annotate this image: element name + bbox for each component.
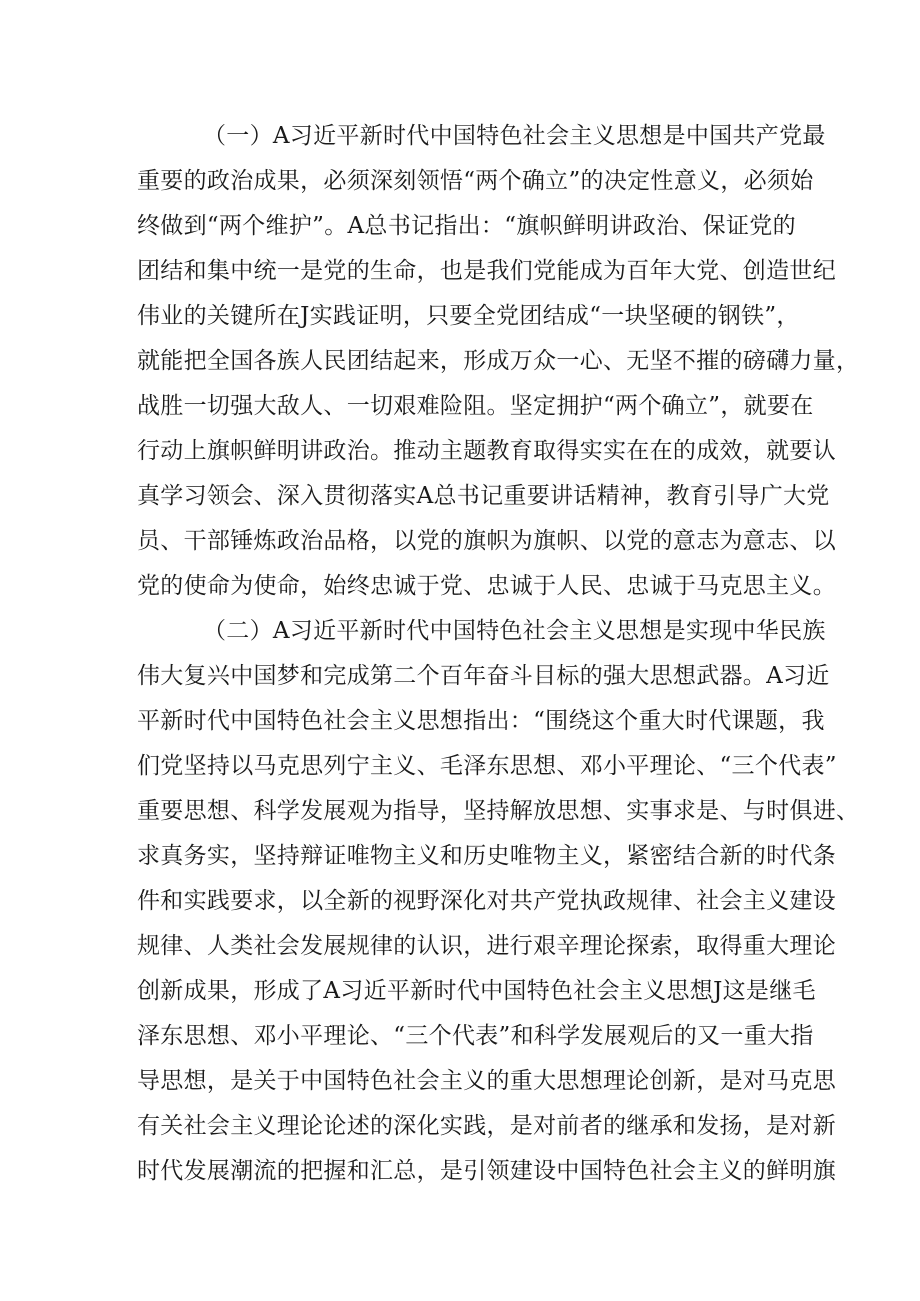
paragraph-2 [137, 609, 860, 1194]
text-line: 行动上旗帜鲜明讲政治。推动主题教育取得实实在在的成效，就要认 [137, 438, 836, 464]
text-line: 就能把全国各族人民团结起来，形成万众一心、无坚不摧的磅礴力量， [137, 348, 860, 374]
text-line: 泽东思想、邓小平理论、“三个代表”和科学发展观后的又一重大指 [137, 1023, 814, 1049]
document-body [137, 114, 860, 1194]
text-line: 员、干部锤炼政治品格，以党的旗帜为旗帜、以党的意志为意志、以 [137, 528, 836, 554]
text-line: 战胜一切强大敌人、一切艰难险阻。坚定拥护“两个确立”，就要在 [137, 393, 814, 419]
text-line: 团结和集中统一是党的生命，也是我们党能成为百年大党、创造世纪 [137, 258, 836, 284]
text-line: 们党坚持以马克思列宁主义、毛泽东思想、邓小平理论、“三个代表” [137, 753, 837, 779]
text-line: 真学习领会、深入贯彻落实A总书记重要讲话精神，教育引导广大党 [137, 483, 830, 509]
text-line: 重要思想、科学发展观为指导，坚持解放思想、实事求是、与时俱进、 [137, 798, 860, 824]
text-line: 创新成果，形成了A习近平新时代中国特色社会主义思想J这是继毛 [137, 978, 816, 1004]
text-line: 规律、人类社会发展规律的认识，进行艰辛理论探索，取得重大理论 [137, 933, 836, 959]
text-line: 伟大复兴中国梦和完成第二个百年奋斗目标的强大思想武器。A习近 [137, 663, 830, 689]
text-line: 求真务实，坚持辩证唯物主义和历史唯物主义，紧密结合新的时代条 [137, 843, 836, 869]
text-line: 时代发展潮流的把握和汇总，是引领建设中国特色社会主义的鲜明旗 [137, 1158, 836, 1184]
text-line: 终做到“两个维护”。A总书记指出：“旗帜鲜明讲政治、保证党的 [137, 213, 796, 239]
text-line: 有关社会主义理论论述的深化实践，是对前者的继承和发扬，是对新 [137, 1113, 836, 1139]
text-line: 导思想，是关于中国特色社会主义的重大思想理论创新，是对马克思 [137, 1068, 836, 1094]
text-line: 平新时代中国特色社会主义思想指出：“围绕这个重大时代课题，我 [137, 708, 825, 734]
text-line: 伟业的关键所在J实践证明，只要全党团结成“一块坚硬的钢铁”， [137, 303, 800, 329]
text-line: 党的使命为使命，始终忠诚于党、忠诚于人民、忠诚于马克思主义。 [137, 573, 836, 599]
text-line: 重要的政治成果，必须深刻领悟“两个确立”的决定性意义，必须始 [137, 168, 814, 194]
text-line: （一）A习近平新时代中国特色社会主义思想是中国共产党最 [203, 123, 826, 149]
text-line: 件和实践要求，以全新的视野深化对共产党执政规律、社会主义建设 [137, 888, 836, 914]
text-line: （二）A习近平新时代中国特色社会主义思想是实现中华民族 [203, 618, 826, 644]
paragraph-1 [137, 114, 860, 609]
